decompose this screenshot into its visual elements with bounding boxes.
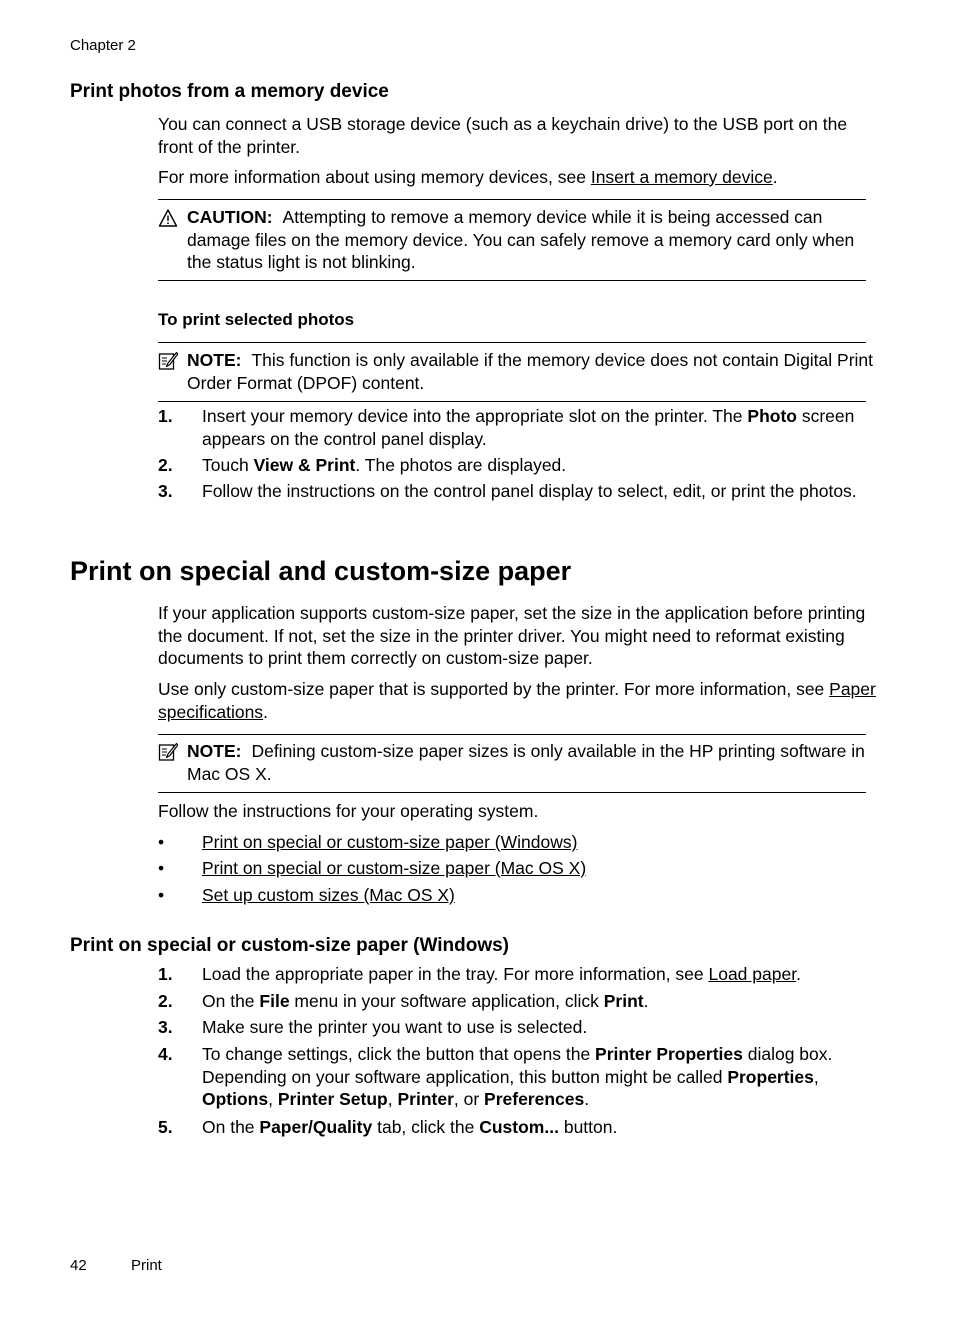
subheading-print-selected-photos: To print selected photos: [158, 310, 355, 329]
link-load-paper[interactable]: Load paper: [708, 964, 797, 984]
list-item: 2. Touch View & Print. The photos are displayed.: [158, 455, 567, 475]
list-item: 3. Make sure the printer you want to use is selected.: [158, 1017, 588, 1037]
list-item: 5. On the Paper/Quality tab, click the Custom... button.: [158, 1117, 618, 1137]
list-item: 4. To change settings, click the button that opens the Printer Properties dialog box. Depending on your software application, this button might be called Properties, Options, Printer Setup, Printer, or Preferences.: [158, 1044, 833, 1109]
page-number: 42: [70, 1257, 87, 1274]
divider: [158, 734, 866, 735]
caution-box: [158, 206, 878, 274]
list-item: • Set up custom sizes (Mac OS X): [158, 885, 455, 905]
footer-label: Print: [131, 1257, 162, 1274]
paragraph-follow-instructions: Follow the instructions for your operating system.: [158, 801, 539, 821]
link-mac[interactable]: Print on special or custom-size paper (Mac OS X): [202, 858, 587, 878]
divider: [158, 280, 866, 281]
section-title-windows: Print on special or custom-size paper (Windows): [70, 935, 510, 956]
caution-label: CAUTION:: [187, 207, 273, 227]
note-box-dpof: [158, 349, 878, 394]
divider: [158, 401, 866, 402]
note-text: Defining custom-size paper sizes is only available in the HP printing software in Mac OS X.: [187, 741, 865, 784]
note-pencil-icon: [158, 351, 178, 371]
section-title-memory-device: Print photos from a memory device: [70, 81, 389, 102]
paragraph-custom-size: If your application supports custom-size paper, set the size in the application before printing the document. If not, set the size in the printer driver. You might need to reformat existing documents to print them correctly on custom-size paper.: [158, 603, 866, 668]
paragraph-supported-paper: Use only custom-size paper that is supported by the printer. For more information, see Paper specifications.: [158, 679, 876, 722]
note-box-mac: [158, 740, 878, 785]
divider: [158, 199, 866, 200]
note-label: NOTE:: [187, 350, 242, 370]
paragraph-more-info: For more information about using memory devices, see Insert a memory device.: [158, 167, 778, 187]
divider: [158, 342, 866, 343]
list-item: 2. On the File menu in your software application, click Print.: [158, 991, 649, 1011]
link-windows[interactable]: Print on special or custom-size paper (Windows): [202, 832, 578, 852]
page-title-special-paper: Print on special and custom-size paper: [70, 556, 572, 586]
link-insert-memory-device[interactable]: Insert a memory device: [590, 167, 773, 187]
divider: [158, 792, 866, 793]
note-text: This function is only available if the memory device does not contain Digital Print Order Format (DPOF) content.: [187, 350, 874, 393]
list-item: 3. Follow the instructions on the control panel display to select, edit, or print the photos.: [158, 481, 857, 501]
link-custom-sizes-mac[interactable]: Set up custom sizes (Mac OS X): [202, 885, 455, 905]
list-item: 1. Insert your memory device into the appropriate slot on the printer. The Photo screen appears on the control panel display.: [158, 406, 855, 449]
list-item: • Print on special or custom-size paper (Windows): [158, 832, 578, 852]
paragraph-usb: You can connect a USB storage device (such as a keychain drive) to the USB port on the front of the printer.: [158, 114, 848, 157]
caution-text: Attempting to remove a memory device while it is being accessed can damage files on the memory device. You can safely remove a memory card only when the status light is not blinking.: [187, 207, 855, 272]
chapter-header: Chapter 2: [70, 37, 136, 54]
note-label: NOTE:: [187, 741, 242, 761]
caution-triangle-icon: [158, 208, 178, 228]
link-paper-specifications[interactable]: Paper specifications: [158, 679, 876, 722]
list-item: 1. Load the appropriate paper in the tray. For more information, see Load paper.: [158, 964, 801, 984]
list-item: • Print on special or custom-size paper (Mac OS X): [158, 858, 587, 878]
note-pencil-icon: [158, 742, 178, 762]
